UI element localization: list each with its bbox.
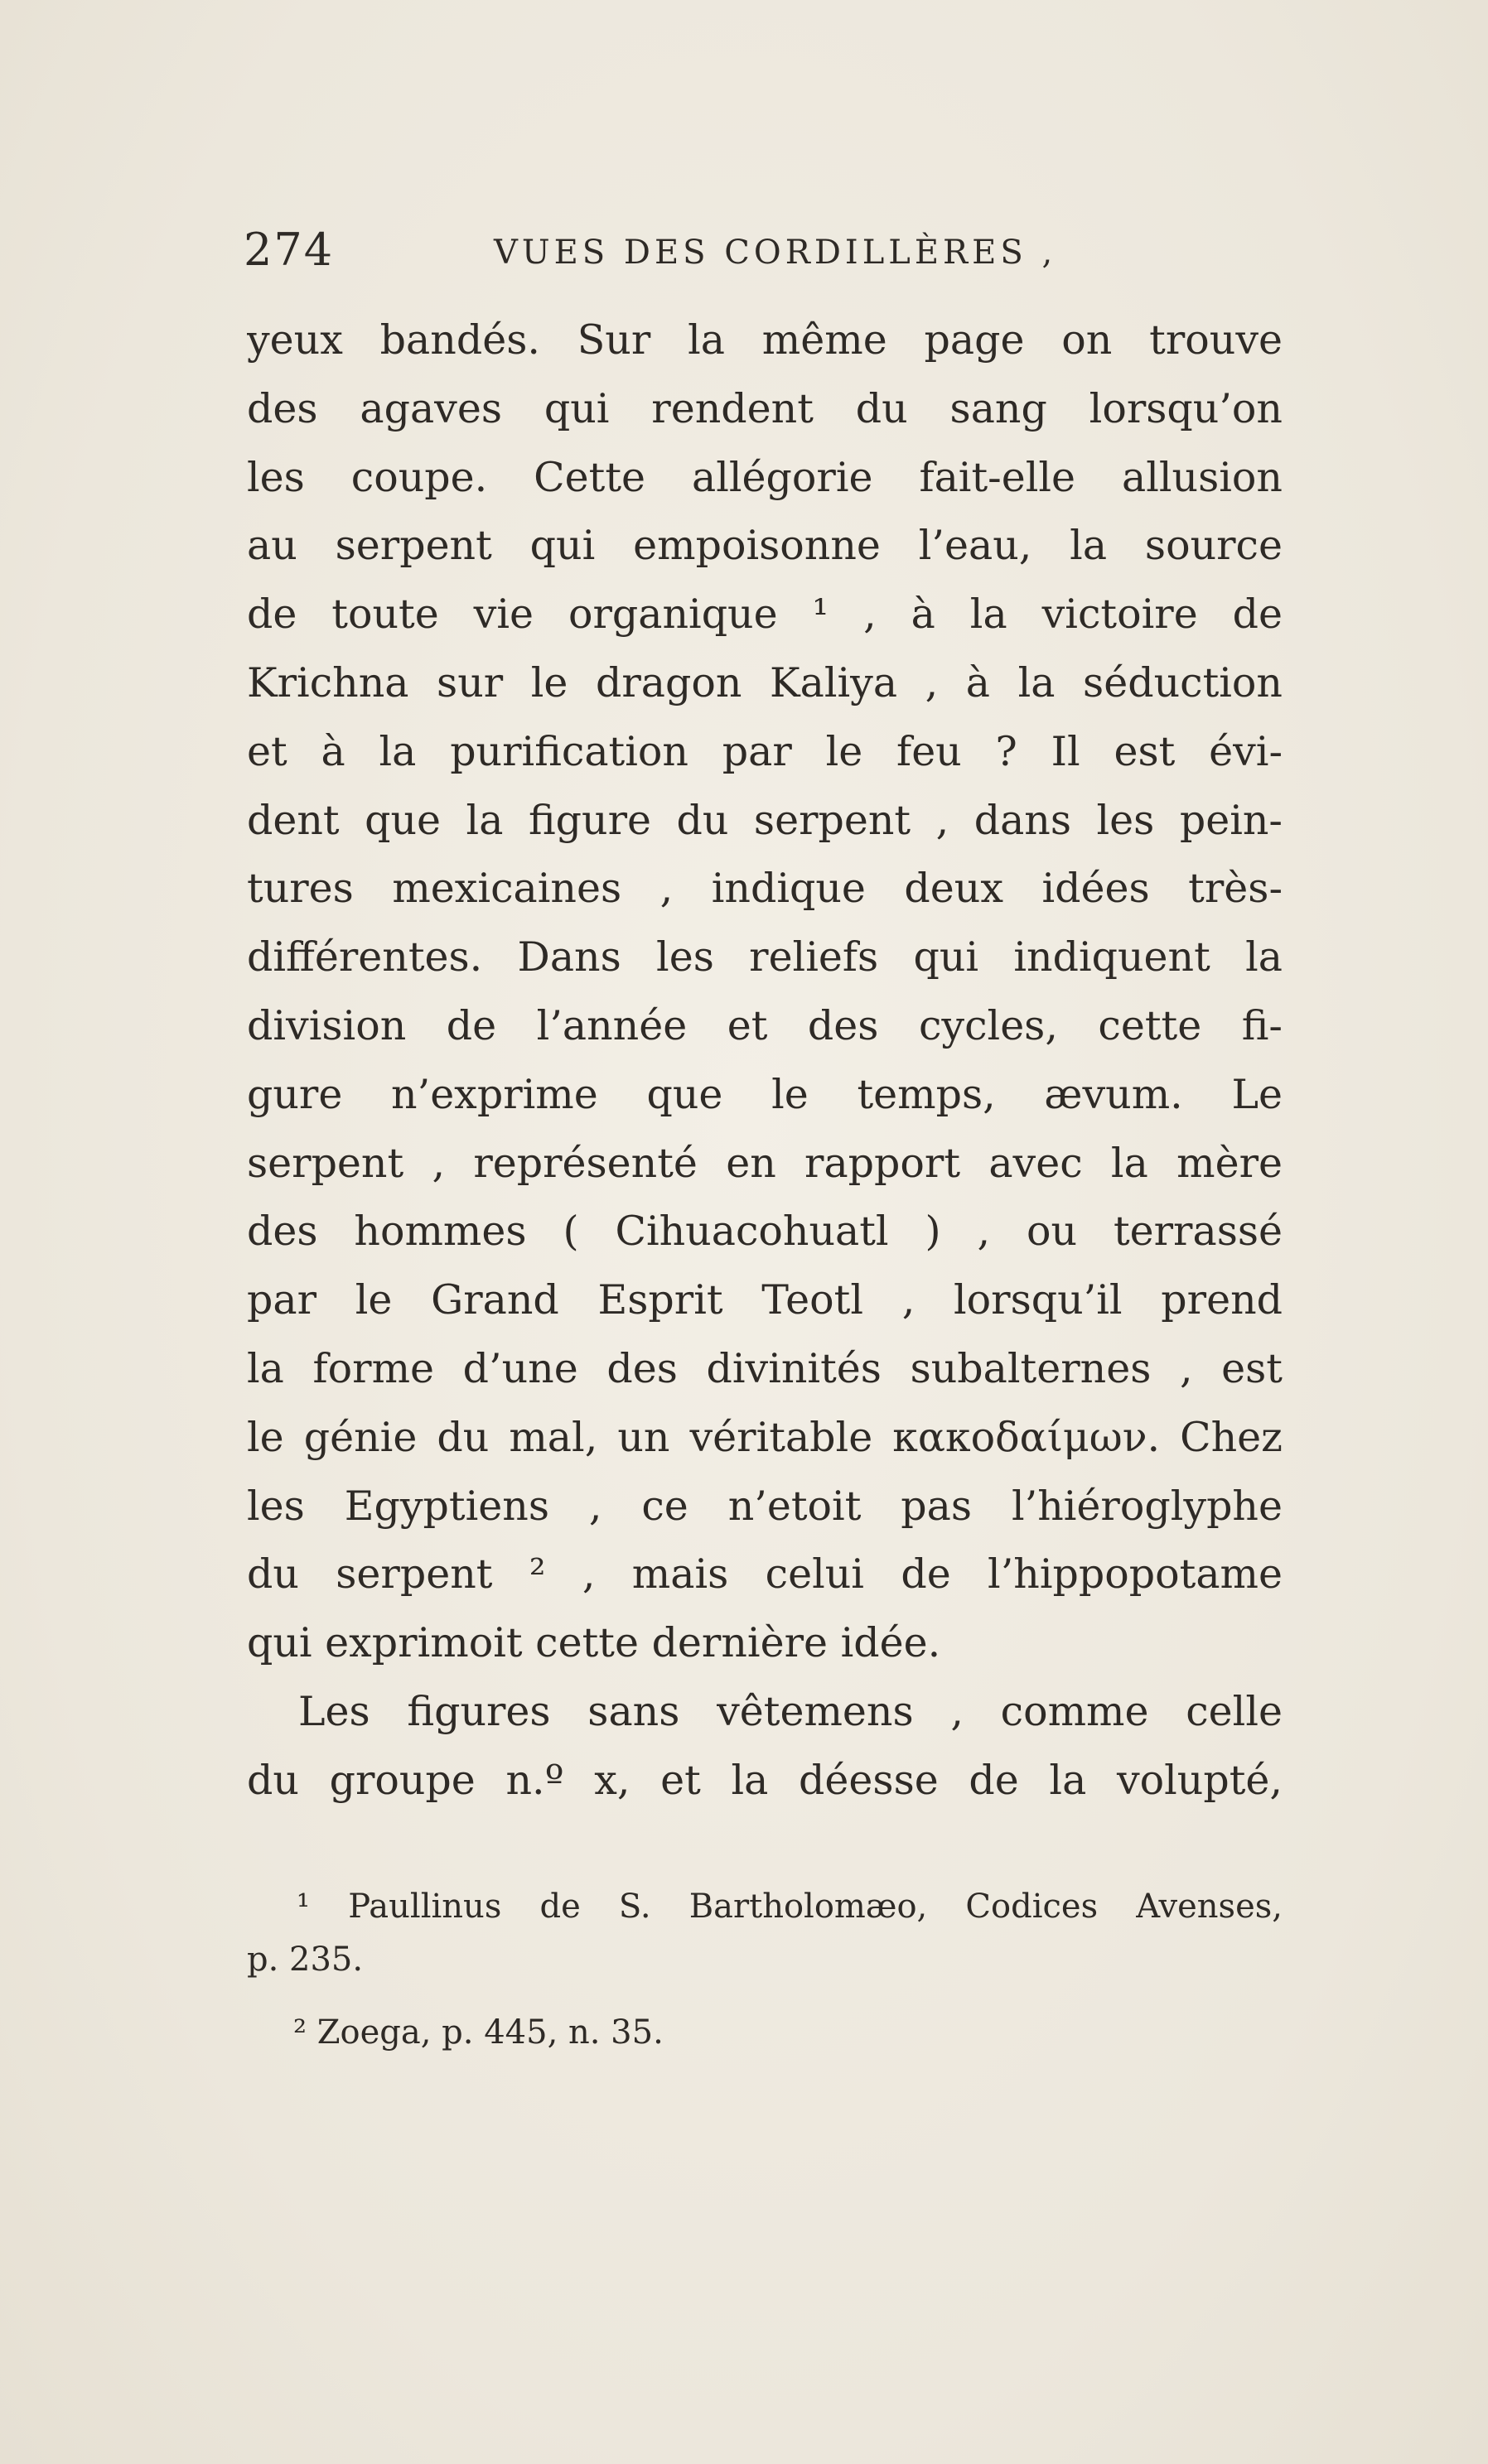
page-number: 274 [244,224,335,276]
text-line: du serpent ² , mais celui de l’hippopotame [247,1550,1283,1598]
footnote-2: ² Zoega, p. 445, n. 35. [293,2013,664,2052]
text-line: les coupe. Cette allégorie fait-elle allusion [247,453,1283,501]
text-line: des agaves qui rendent du sang lorsqu’on [247,384,1283,432]
text-line: du groupe n.º x, et la déesse de la volupté, [247,1756,1283,1804]
text-line: de toute vie organique ¹ , à la victoire de [247,591,1283,639]
text-line: yeux bandés. Sur la même page on trouve [247,316,1283,364]
footnote-1-continuation: p. 235. [247,1941,364,1979]
text-line: la forme d’une des divinités subalternes , est [247,1344,1283,1392]
text-line: au serpent qui empoisonne l’eau, la source [247,522,1283,570]
footnote-1: ¹ Paullinus de S. Bartholomæo, Codices Avenses, [297,1888,1283,1926]
page-header [244,224,1279,290]
text-line: le génie du mal, un véritable κακοδαίμων. Chez [247,1413,1283,1461]
text-line: gure n’exprime que le temps, ævum. Le [247,1070,1283,1118]
text-line: dent que la figure du serpent , dans les pein- [247,796,1283,844]
text-line: par le Grand Esprit Teotl , lorsqu’il prend [247,1276,1283,1324]
text-line: Krichna sur le dragon Kaliya , à la séduction [247,658,1283,706]
text-line: des hommes ( Cihuacohuatl ) , ou terrassé [247,1208,1283,1256]
running-title: VUES DES CORDILLÈRES , [494,234,1057,272]
text-line-paragraph-end: qui exprimoit cette dernière idée. [247,1619,941,1667]
body-text [247,306,1283,1815]
text-line: tures mexicaines , indique deux idées très- [247,865,1283,913]
text-line: et à la purification par le feu ? Il est évi- [247,727,1283,775]
text-line: différentes. Dans les reliefs qui indiquent la [247,933,1283,981]
footnotes [247,1880,1283,2059]
text-line-paragraph-start: Les figures sans vêtemens , comme celle [298,1687,1283,1735]
text-line: serpent , représenté en rapport avec la mère [247,1139,1283,1187]
text-line: les Egyptiens , ce n’etoit pas l’hiéroglyphe [247,1482,1283,1530]
text-line: division de l’année et des cycles, cette fi- [247,1001,1283,1049]
